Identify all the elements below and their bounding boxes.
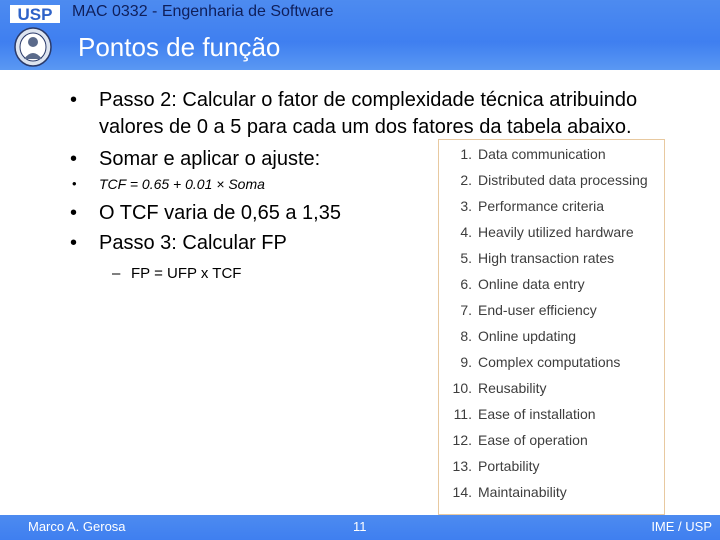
table-row	[439, 276, 664, 302]
bullet-marker: •	[72, 176, 77, 191]
factor-number: 8.	[460, 328, 472, 344]
factor-label: Reusability	[478, 380, 547, 396]
table-row	[439, 432, 664, 458]
factor-label: Distributed data processing	[478, 172, 648, 188]
table-row	[439, 380, 664, 406]
bullet-text: valores de 0 a 5 para cada um dos fatores da tabela abaixo.	[99, 116, 632, 138]
bullet-marker: •	[70, 232, 78, 254]
factor-number: 4.	[460, 224, 472, 240]
table-row	[439, 458, 664, 484]
factor-label: End-user efficiency	[478, 302, 597, 318]
table-row	[439, 406, 664, 432]
table-row	[439, 172, 664, 198]
bullet-text: Passo 2: Calcular o fator de complexidade técnica atribuindo	[99, 89, 638, 111]
factor-label: Portability	[478, 458, 540, 474]
factor-label: Ease of installation	[478, 406, 596, 422]
usp-logo-icon	[10, 5, 60, 23]
bullet-marker: •	[70, 89, 78, 111]
factor-number: 11.	[453, 406, 472, 422]
seal-icon	[14, 27, 52, 67]
factor-number: 10.	[452, 380, 472, 396]
factor-number: 2.	[460, 172, 472, 188]
slide-footer	[0, 515, 720, 540]
slide-content	[0, 70, 720, 515]
factor-label: Performance criteria	[478, 198, 605, 214]
factor-label: Online updating	[478, 328, 577, 344]
factor-label: Data communication	[478, 146, 606, 162]
footer-author: Marco A. Gerosa	[28, 519, 126, 534]
factor-number: 1.	[460, 146, 472, 162]
factor-number: 12.	[452, 432, 472, 448]
svg-text:USP: USP	[17, 5, 53, 23]
factor-number: 13.	[452, 458, 472, 474]
formula-text: TCF = 0.65 + 0.01 × Soma	[99, 176, 265, 192]
table-row	[439, 354, 664, 380]
factor-label: Ease of operation	[478, 432, 588, 448]
course-title: MAC 0332 - Engenharia de Software	[72, 3, 334, 20]
factor-label: Complex computations	[478, 354, 621, 370]
table-row	[439, 198, 664, 224]
factor-number: 14.	[452, 484, 472, 500]
table-row	[439, 484, 664, 510]
slide-header	[0, 0, 720, 70]
page-title: Pontos de função	[78, 32, 281, 62]
factor-label: Online data entry	[478, 276, 585, 292]
table-row	[439, 224, 664, 250]
table-row	[439, 146, 664, 172]
bullet-text: Somar e aplicar o ajuste:	[99, 148, 321, 170]
bullet-text: Passo 3: Calcular FP	[99, 232, 287, 254]
factor-number: 9.	[460, 354, 472, 370]
page-number: 11	[353, 519, 367, 534]
factor-number: 6.	[460, 276, 472, 292]
footer-institution: IME / USP	[651, 519, 712, 534]
sub-bullet-text: FP = UFP x TCF	[131, 265, 242, 282]
table-row	[439, 250, 664, 276]
sub-bullet-marker: –	[112, 265, 121, 282]
factor-label: Maintainability	[478, 484, 567, 500]
bullet-text: O TCF varia de 0,65 a 1,35	[99, 202, 341, 224]
factor-number: 5.	[460, 250, 472, 266]
factor-label: Heavily utilized hardware	[478, 224, 634, 240]
factor-number: 7.	[460, 302, 472, 318]
bullet-marker: •	[70, 148, 78, 170]
factor-number: 3.	[460, 198, 472, 214]
table-row	[439, 328, 664, 354]
factors-table	[438, 139, 665, 515]
table-row	[439, 302, 664, 328]
factor-label: High transaction rates	[478, 250, 615, 266]
bullet-marker: •	[70, 202, 78, 224]
